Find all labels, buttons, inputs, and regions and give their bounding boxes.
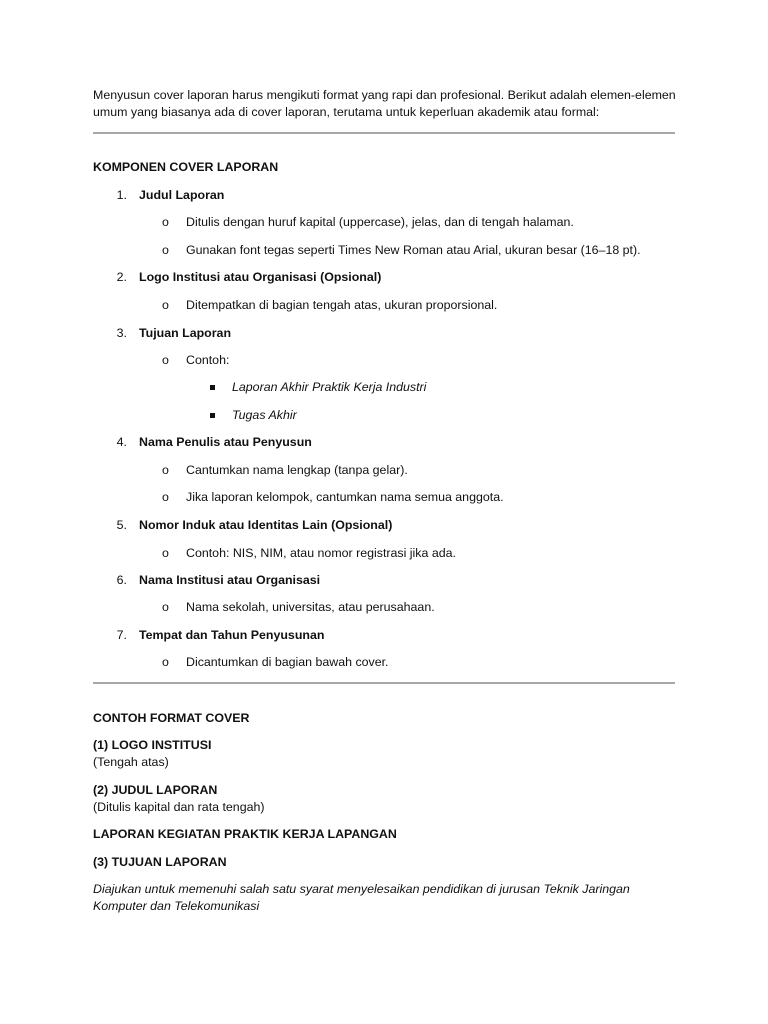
example-label: (3) TUJUAN LAPORAN [93, 855, 227, 869]
example-purpose-text: Diajukan untuk memenuhi salah satu syarat menyelesaikan pendidikan di jurusan Teknik Jaringan Komputer dan Telekomunikasi [93, 882, 630, 913]
sub-item: Contoh: [186, 353, 230, 367]
example-label: (2) JUDUL LAPORAN [93, 783, 218, 797]
section-heading: CONTOH FORMAT COVER [93, 711, 250, 725]
sub-item: Ditulis dengan huruf kapital (uppercase), jelas, dan di tengah halaman. [186, 215, 574, 229]
bullet-circle: o [162, 655, 169, 669]
list-item-title: Judul Laporan [139, 188, 225, 202]
sub-item: Gunakan font tegas seperti Times New Roman atau Arial, ukuran besar (16–18 pt). [186, 243, 641, 257]
list-item-title: Logo Institusi atau Organisasi (Opsional) [139, 270, 382, 284]
horizontal-rule [93, 682, 675, 684]
sub-item: Nama sekolah, universitas, atau perusahaan. [186, 600, 435, 614]
bullet-circle: o [162, 298, 169, 312]
sub-item: Ditempatkan di bagian tengah atas, ukuran proporsional. [186, 298, 498, 312]
bullet-circle: o [162, 243, 169, 257]
list-number: 6. [116, 573, 127, 587]
bullet-circle: o [162, 546, 169, 560]
list-item-title: Tujuan Laporan [139, 326, 232, 340]
list-number: 7. [116, 628, 127, 642]
list-number: 3. [116, 326, 127, 340]
example-title: LAPORAN KEGIATAN PRAKTIK KERJA LAPANGAN [93, 827, 397, 841]
list-number: 1. [116, 188, 127, 202]
sub-item: Dicantumkan di bagian bawah cover. [186, 655, 389, 669]
horizontal-rule [93, 132, 675, 134]
sub-item: Jika laporan kelompok, cantumkan nama semua anggota. [186, 490, 504, 504]
list-item-title: Nomor Induk atau Identitas Lain (Opsional) [139, 518, 393, 532]
example-note: (Tengah atas) [93, 755, 169, 769]
bullet-circle: o [162, 600, 169, 614]
sub-sub-item: Laporan Akhir Praktik Kerja Industri [232, 380, 427, 394]
sub-item: Cantumkan nama lengkap (tanpa gelar). [186, 463, 408, 477]
bullet-circle: o [162, 463, 169, 477]
bullet-circle: o [162, 353, 169, 367]
section-heading: KOMPONEN COVER LAPORAN [93, 160, 279, 174]
bullet-circle: o [162, 490, 169, 504]
list-number: 2. [116, 270, 127, 284]
bullet-square [210, 413, 215, 418]
list-item-title: Nama Penulis atau Penyusun [139, 435, 312, 449]
list-number: 5. [116, 518, 127, 532]
list-item-title: Nama Institusi atau Organisasi [139, 573, 321, 587]
example-note: (Ditulis kapital dan rata tengah) [93, 800, 265, 814]
intro-paragraph: Menyusun cover laporan harus mengikuti format yang rapi dan profesional. Berikut adalah elemen-elemen umum yang biasanya ada di cover laporan, terutama untuk keperluan akademik atau formal: [93, 88, 676, 119]
list-item-title: Tempat dan Tahun Penyusunan [139, 628, 325, 642]
bullet-circle: o [162, 215, 169, 229]
bullet-square [210, 385, 215, 390]
sub-sub-item: Tugas Akhir [232, 408, 297, 422]
example-label: (1) LOGO INSTITUSI [93, 738, 212, 752]
list-number: 4. [116, 435, 127, 449]
sub-item: Contoh: NIS, NIM, atau nomor registrasi jika ada. [186, 546, 456, 560]
